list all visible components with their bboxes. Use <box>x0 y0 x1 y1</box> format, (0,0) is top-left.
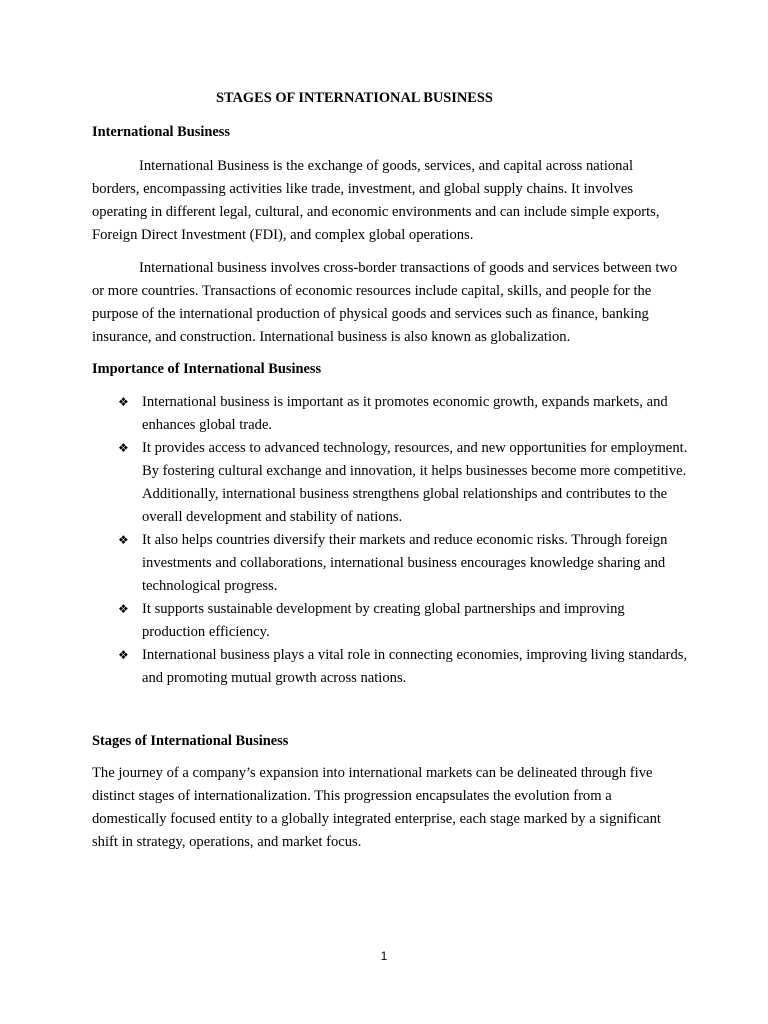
list-item <box>118 529 688 598</box>
list-item-text: It provides access to advanced technology, resources, and new opportunities for employment. By fostering cultural exchange and innovation, it helps businesses become more competitive. Additionally, international business strengthens global relationships and contributes to the overall development and stability of nations. <box>142 440 688 525</box>
document-title: STAGES OF INTERNATIONAL BUSINESS <box>216 90 493 106</box>
list-item-text: International business is important as it promotes economic growth, expands markets, and enhances global trade. <box>142 394 668 433</box>
diamond-bullet-icon: ❖ <box>118 441 129 455</box>
diamond-bullet-icon: ❖ <box>118 395 129 409</box>
list-item <box>118 598 688 644</box>
paragraph-cross-border: International business involves cross-border transactions of goods and services between two or more countries. Transactions of economic resources include capital, skills, and people for the purpose of the international production of physical goods and services such as finance, banking insurance, and construction. International business is also known as globalization. <box>92 260 678 345</box>
paragraph-definition: International Business is the exchange of goods, services, and capital across national borders, encompassing activities like trade, investment, and global supply chains. It involves operating in different legal, cultural, and economic environments and can include simple exports, Foreign Direct Investment (FDI), and complex global operations. <box>92 158 660 243</box>
list-item-text: It also helps countries diversify their markets and reduce economic risks. Through foreign investments and collaborations, international business encourages knowledge sharing and technological progress. <box>142 532 668 594</box>
list-item-text: International business plays a vital role in connecting economies, improving living standards, and promoting mutual growth across nations. <box>142 647 688 686</box>
importance-bullet-list <box>118 391 688 690</box>
page-number: 1 <box>380 949 388 963</box>
list-item <box>118 644 688 690</box>
list-item <box>118 437 688 529</box>
section-heading-stages: Stages of International Business <box>92 733 289 749</box>
diamond-bullet-icon: ❖ <box>118 602 129 616</box>
list-item-text: It supports sustainable development by creating global partnerships and improving production efficiency. <box>142 601 625 640</box>
diamond-bullet-icon: ❖ <box>118 533 129 547</box>
section-heading-international-business: International Business <box>92 124 230 140</box>
paragraph-stages-intro: The journey of a company’s expansion into international markets can be delineated through five distinct stages of internationalization. This progression encapsulates the evolution from a domestically focused entity to a globally integrated enterprise, each stage marked by a significant shift in strategy, operations, and market focus. <box>92 765 661 850</box>
list-item <box>118 391 688 437</box>
diamond-bullet-icon: ❖ <box>118 648 129 662</box>
section-heading-importance: Importance of International Business <box>92 361 322 377</box>
